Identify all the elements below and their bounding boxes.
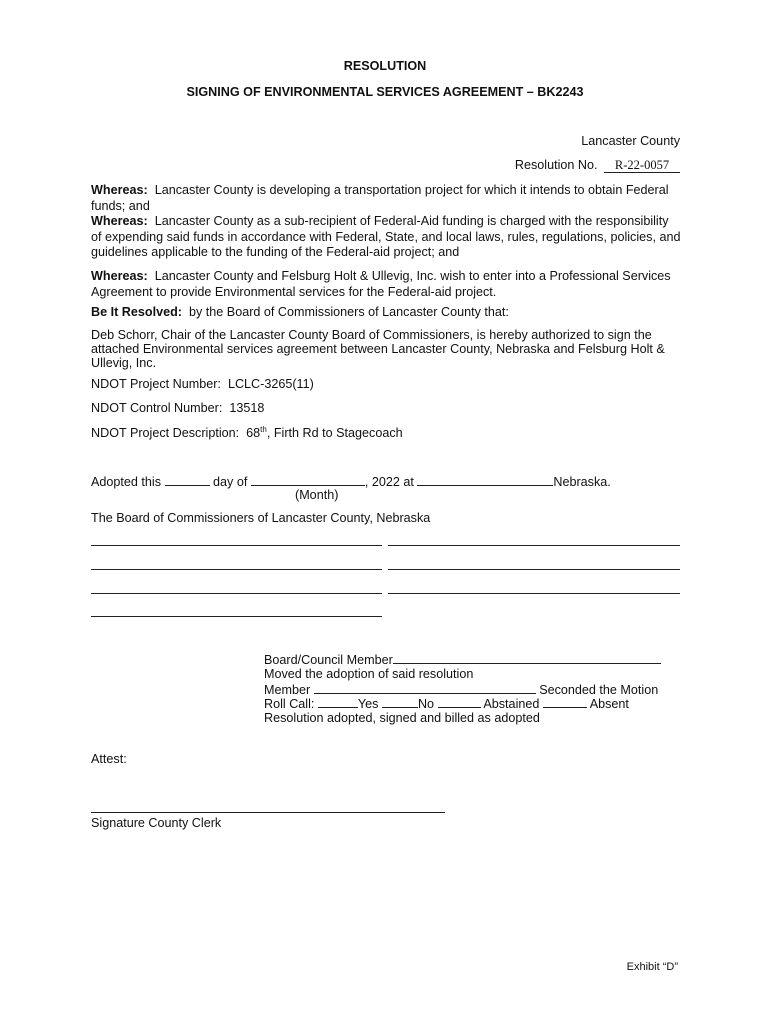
whereas-2 — [91, 214, 681, 261]
yes-count-blank[interactable] — [318, 696, 358, 708]
whereas-label: Whereas: — [91, 214, 148, 228]
authorization-paragraph: Deb Schorr, Chair of the Lancaster County Board of Commissioners, is hereby authorized to sign the attached Environmental services agreement between Lancaster County, Nebraska and Felsburg Holt & Ullevig, Inc. — [91, 328, 665, 370]
document-subtitle: SIGNING OF ENVIRONMENTAL SERVICES AGREEMENT – BK2243 — [186, 85, 584, 99]
project-description-text: , Firth Rd to Stagecoach — [266, 426, 403, 440]
project-description-suffix: th — [260, 424, 267, 434]
control-number-label: NDOT Control Number: — [91, 401, 223, 415]
board-member-blank[interactable] — [393, 652, 661, 664]
be-it-resolved — [91, 305, 681, 321]
no-label: No — [417, 697, 435, 711]
signature-line[interactable] — [388, 545, 680, 546]
abstained-label: Abstained — [483, 697, 540, 711]
clerk-signature-label: Signature County Clerk — [91, 816, 222, 830]
adopted-line — [91, 474, 611, 489]
seconded-label: Seconded the Motion — [539, 683, 659, 697]
yes-label: Yes — [357, 697, 379, 711]
signature-line[interactable] — [91, 569, 382, 570]
absent-label: Absent — [589, 697, 629, 711]
control-number-value: 13518 — [229, 401, 265, 415]
adopted-day-of: day of — [213, 475, 248, 489]
board-member-label: Board/Council Member — [264, 653, 393, 667]
signature-line[interactable] — [388, 593, 680, 594]
county-label: Lancaster County — [581, 134, 680, 148]
adopted-year: , 2022 at — [364, 475, 414, 489]
adopted-state: Nebraska. — [553, 475, 611, 489]
roll-call-line — [264, 696, 629, 711]
signature-line[interactable] — [388, 569, 680, 570]
board-member-line — [264, 652, 661, 667]
project-description-label: NDOT Project Description: — [91, 426, 240, 440]
day-blank[interactable] — [165, 474, 210, 486]
control-number — [91, 401, 264, 415]
month-caption: (Month) — [295, 488, 339, 502]
board-heading: The Board of Commissioners of Lancaster County, Nebraska — [91, 511, 431, 525]
clerk-signature-line[interactable] — [91, 812, 445, 813]
no-count-blank[interactable] — [382, 696, 418, 708]
project-description-number: 68 — [246, 426, 261, 440]
seconded-line — [264, 682, 658, 697]
project-description — [91, 426, 403, 440]
month-blank[interactable] — [251, 474, 365, 486]
attest-label: Attest: — [91, 752, 127, 766]
roll-call-label: Roll Call: — [264, 697, 315, 711]
adopted-signed-line: Resolution adopted, signed and billed as adopted — [264, 711, 540, 725]
resolution-number: R-22-0057 — [604, 158, 680, 173]
signature-line[interactable] — [91, 545, 382, 546]
abstained-count-blank[interactable] — [438, 696, 481, 708]
whereas-label: Whereas: — [91, 269, 148, 283]
seconding-member-blank[interactable] — [314, 682, 536, 694]
signature-line[interactable] — [91, 616, 382, 617]
exhibit-label: Exhibit “D” — [626, 961, 678, 973]
project-number — [91, 377, 314, 391]
moved-adoption: Moved the adoption of said resolution — [264, 667, 474, 681]
whereas-text: Lancaster County is developing a transportation project for which it intends to obtain Federal funds; and — [91, 183, 669, 213]
whereas-text: Lancaster County as a sub-recipient of Federal-Aid funding is charged with the responsibility of expending said funds in accordance with Federal, State, and local laws, rules, regulations, policies, and guidelines applicable to the funding of the Federal-aid project; and — [91, 214, 681, 259]
whereas-label: Whereas: — [91, 183, 148, 197]
place-blank[interactable] — [417, 474, 553, 486]
member-label: Member — [264, 683, 311, 697]
project-number-value: LCLC-3265(11) — [227, 377, 314, 391]
adopted-prefix: Adopted this — [91, 475, 162, 489]
signature-line[interactable] — [91, 593, 382, 594]
whereas-text: Lancaster County and Felsburg Holt & Ullevig, Inc. wish to enter into a Professional Services Agreement to provide Environmental services for the Federal-aid project. — [91, 269, 671, 299]
whereas-1 — [91, 183, 681, 214]
project-number-label: NDOT Project Number: — [91, 377, 221, 391]
resolved-label: Be It Resolved: — [91, 305, 182, 319]
absent-count-blank[interactable] — [543, 696, 587, 708]
resolution-number-label: Resolution No. — [514, 158, 598, 172]
whereas-3 — [91, 269, 681, 300]
resolved-text: by the Board of Commissioners of Lancaster County that: — [188, 305, 509, 319]
document-title: RESOLUTION — [343, 59, 427, 73]
resolution-number-line — [515, 158, 680, 173]
